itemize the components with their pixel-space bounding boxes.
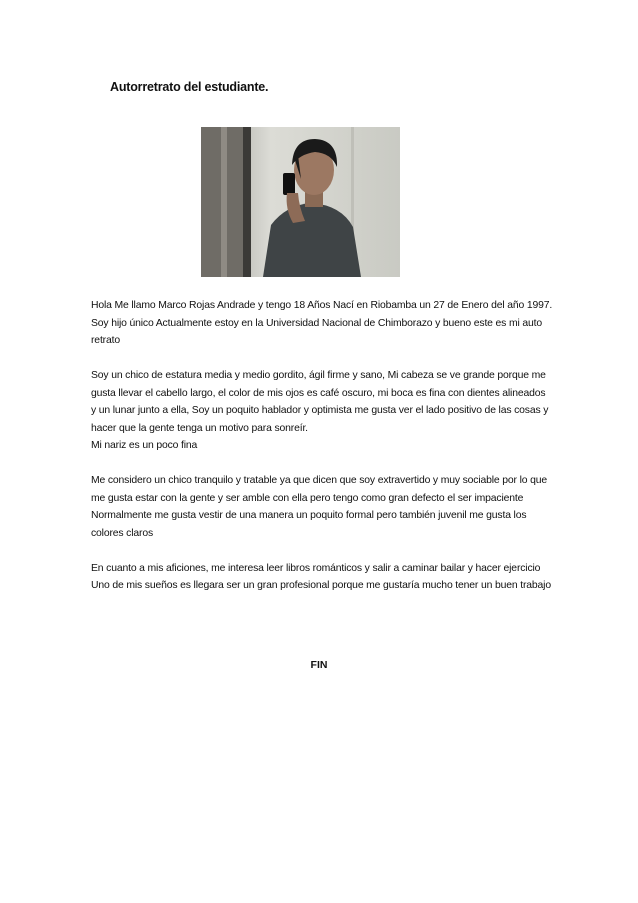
paragraph-personality: Me considero un chico tranquilo y tratable ya que dicen que soy extravertido y muy sociable por lo que me gusta estar con la gente y ser amble con ella pero tengo como gran defecto el ser impaciente — [91, 475, 548, 504]
student-self-portrait-photo — [201, 127, 400, 277]
paragraph-spacer — [91, 350, 553, 368]
paragraph-description: Soy un chico de estatura media y medio gordito, ágil firme y sano, Mi cabeza se ve grande porque me gusta llevar el cabello largo, el color de mis ojos es café oscuro, mi boca es fina con dientes alineados y un lunar junto a ella, Soy un poquito hablador y optimista me gusta ver el lado positivo de las cosas y hacer que la gente tenga un motivo para sonreír. — [91, 370, 549, 434]
portrait-illustration — [201, 127, 400, 277]
paragraph-clothing: Normalmente me gusta vestir de una manera un poquito formal pero también juvenil me gusta los colores claros — [91, 510, 527, 539]
body-text — [91, 297, 553, 595]
paragraph-hobbies: En cuanto a mis aficiones, me interesa leer libros románticos y salir a caminar bailar y hacer ejercicio — [91, 562, 541, 574]
paragraph-intro: Hola Me llamo Marco Rojas Andrade y tengo 18 Años Nací en Riobamba un 27 de Enero del año 1997. Soy hijo único Actualmente estoy en la Universidad Nacional de Chimborazo y bueno este es mi auto retrato — [91, 300, 553, 346]
paragraph-nose: Mi nariz es un poco fina — [91, 440, 198, 451]
paragraph-dreams: Uno de mis sueños es llegara ser un gran profesional porque me gustaría mucho tener un buen trabajo — [91, 580, 551, 591]
paragraph-spacer — [91, 542, 553, 560]
closing-text: FIN — [310, 659, 328, 671]
document-title: Autorretrato del estudiante. — [110, 80, 269, 94]
paragraph-spacer — [91, 455, 553, 473]
